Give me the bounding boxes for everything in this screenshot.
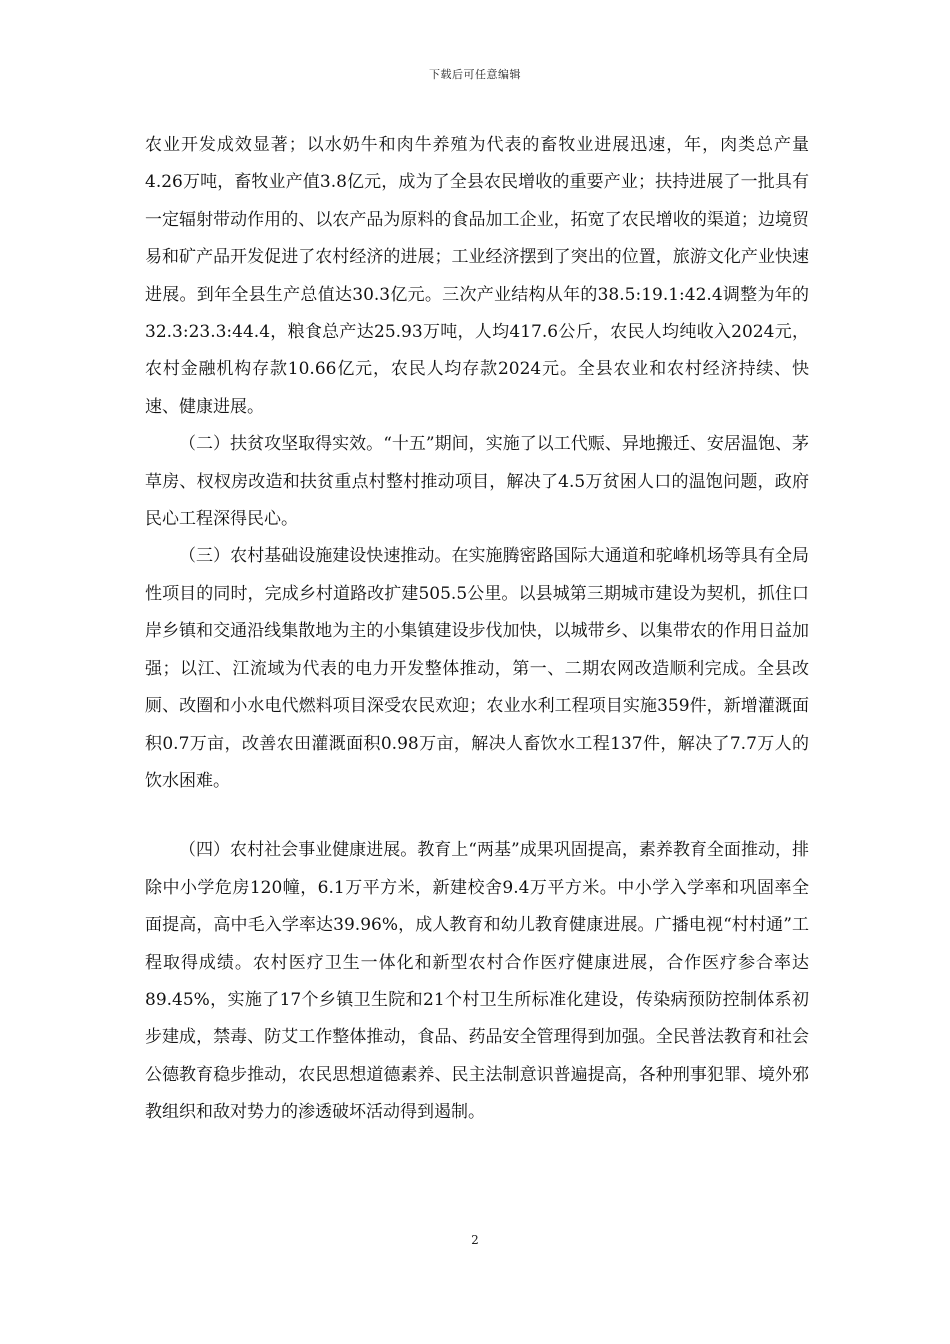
paragraph-rural-social-affairs: （四）农村社会事业健康进展。教育上“两基”成果巩固提高，素养教育全面推动，排除中小学危房120幢，6.1万平方米，新建校舍9.4万平方米。中小学入学率和巩固率全面提高，高中毛入学率达39.96%，成人教育和幼儿教育健康进展。广播电视“村村通”工程取得成绩。农村医疗卫生一体化和新型农村合作医疗健康进展，合作医疗参合率达89.45%，实施了17个乡镇卫生院和21个村卫生所标准化建设，传染病预防控制体系初步建成，禁毒、防艾工作整体推动，食品、药品安全管理得到加强。全民普法教育和社会公德教育稳步推动，农民思想道德素养、民主法制意识普遍提高，各种刑事犯罪、境外邪教组织和敌对势力的渗透破坏活动得到遏制。 bbox=[145, 840, 809, 1123]
document-body bbox=[145, 127, 809, 1132]
paragraph-agriculture-economy: 农业开发成效显著；以水奶牛和肉牛养殖为代表的畜牧业进展迅速，年，肉类总产量4.26万吨，畜牧业产值3.8亿元，成为了全县农民增收的重要产业；扶持进展了一批具有一定辐射带动作用的、以农产品为原料的食品加工企业，拓宽了农民增收的渠道；边境贸易和矿产品开发促进了农村经济的进展；工业经济摆到了突出的位置，旅游文化产业快速进展。到年全县生产总值达30.3亿元。三次产业结构从年的38.5:19.1:42.4调整为年的32.3:23.3:44.4，粮食总产达25.93万吨，人均417.6公斤，农民人均纯收入2024元，农村金融机构存款10.66亿元，农民人均存款2024元。全县农业和农村经济持续、快速、健康进展。 bbox=[145, 135, 809, 417]
page-number: 2 bbox=[471, 1233, 479, 1247]
paragraph-poverty-alleviation: （二）扶贫攻坚取得实效。“十五”期间，实施了以工代赈、异地搬迁、安居温饱、茅草房、杈杈房改造和扶贫重点村整村推动项目，解决了4.5万贫困人口的温饱问题，政府民心工程深得民心。 bbox=[145, 434, 809, 530]
page-header: 下载后可任意编辑 bbox=[429, 68, 521, 81]
paragraph-rural-infrastructure: （三）农村基础设施建设快速推动。在实施腾密路国际大通道和驼峰机场等具有全局性项目的同时，完成乡村道路改扩建505.5公里。以县城第三期城市建设为契机，抓住口岸乡镇和交通沿线集散地为主的小集镇建设步伐加快，以城带乡、以集带农的作用日益加强；以江、江流域为代表的电力开发整体推动，第一、二期农网改造顺利完成。全县改厕、改圈和小水电代燃料项目深受农民欢迎；农业水利工程项目实施359件，新增灌溉面积0.7万亩，改善农田灌溉面积0.98万亩，解决人畜饮水工程137件，解决了7.7万人的饮水困难。 bbox=[145, 546, 809, 791]
